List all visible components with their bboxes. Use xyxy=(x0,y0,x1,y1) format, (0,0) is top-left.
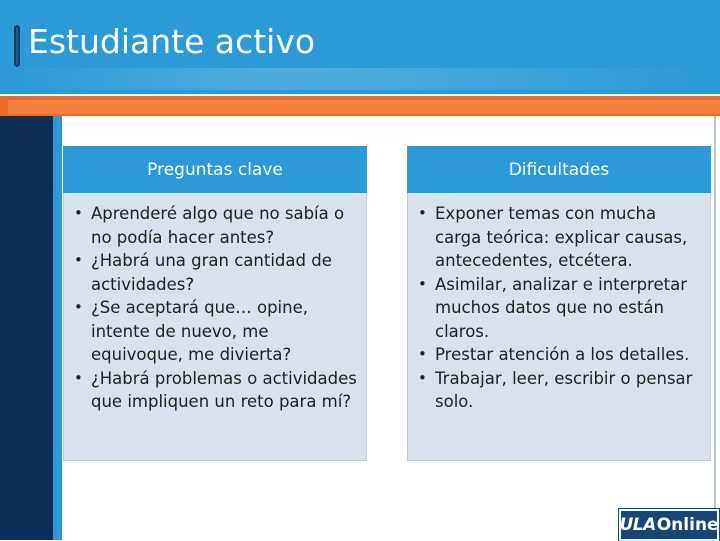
list-item-text: Trabajar, leer, escribir o pensar solo. xyxy=(435,368,693,411)
questions-column xyxy=(63,146,367,461)
difficulties-heading: Dificultades xyxy=(407,146,711,193)
questions-heading: Preguntas clave xyxy=(63,146,367,193)
list-item xyxy=(416,367,704,414)
list-item-text: Asimilar, analizar e interpretar muchos datos que no están claros. xyxy=(435,274,687,341)
list-item-text: ¿Habrá una gran cantidad de actividades? xyxy=(91,251,332,294)
difficulties-column xyxy=(407,146,711,461)
list-item xyxy=(72,202,360,249)
list-item xyxy=(416,273,704,344)
list-item-text: Aprenderé algo que no sabía o no podía hacer antes? xyxy=(91,204,345,247)
orange-divider-inner xyxy=(8,100,720,114)
left-sidebar-band xyxy=(0,116,53,540)
logo-text: Online xyxy=(656,515,719,535)
list-item xyxy=(416,343,704,367)
bullet-icon: • xyxy=(74,298,83,316)
bullet-icon: • xyxy=(418,274,427,293)
right-edge-rule xyxy=(714,116,716,540)
header-highlight xyxy=(0,68,720,90)
bullet-icon: • xyxy=(418,345,427,363)
list-item xyxy=(72,367,360,414)
ula-online-logo xyxy=(619,509,719,541)
logo-prefix: ULA xyxy=(619,515,656,535)
bullet-icon: • xyxy=(74,251,83,269)
bullet-icon: • xyxy=(74,368,83,387)
questions-panel xyxy=(63,193,367,461)
difficulties-panel xyxy=(407,193,711,461)
questions-list xyxy=(72,202,360,414)
bullet-icon: • xyxy=(74,204,83,222)
list-item xyxy=(72,296,360,367)
list-item xyxy=(416,202,704,273)
bullet-icon: • xyxy=(418,368,427,387)
list-item xyxy=(72,249,360,296)
list-item-text: ¿Habrá problemas o actividades que impliquen un reto para mí? xyxy=(91,368,357,411)
difficulties-list xyxy=(416,202,704,414)
title-accent-bar xyxy=(14,25,20,67)
page-title: Estudiante activo xyxy=(28,22,316,61)
bullet-icon: • xyxy=(418,204,427,222)
list-item-text: ¿Se aceptará que… opine, intente de nuevo, me equivoque, me divierta? xyxy=(91,298,308,364)
list-item-text: Prestar atención a los detalles. xyxy=(435,345,690,364)
list-item-text: Exponer temas con mucha carga teórica: explicar causas, antecedentes, etcétera. xyxy=(435,204,688,270)
left-accent-band xyxy=(53,116,62,540)
